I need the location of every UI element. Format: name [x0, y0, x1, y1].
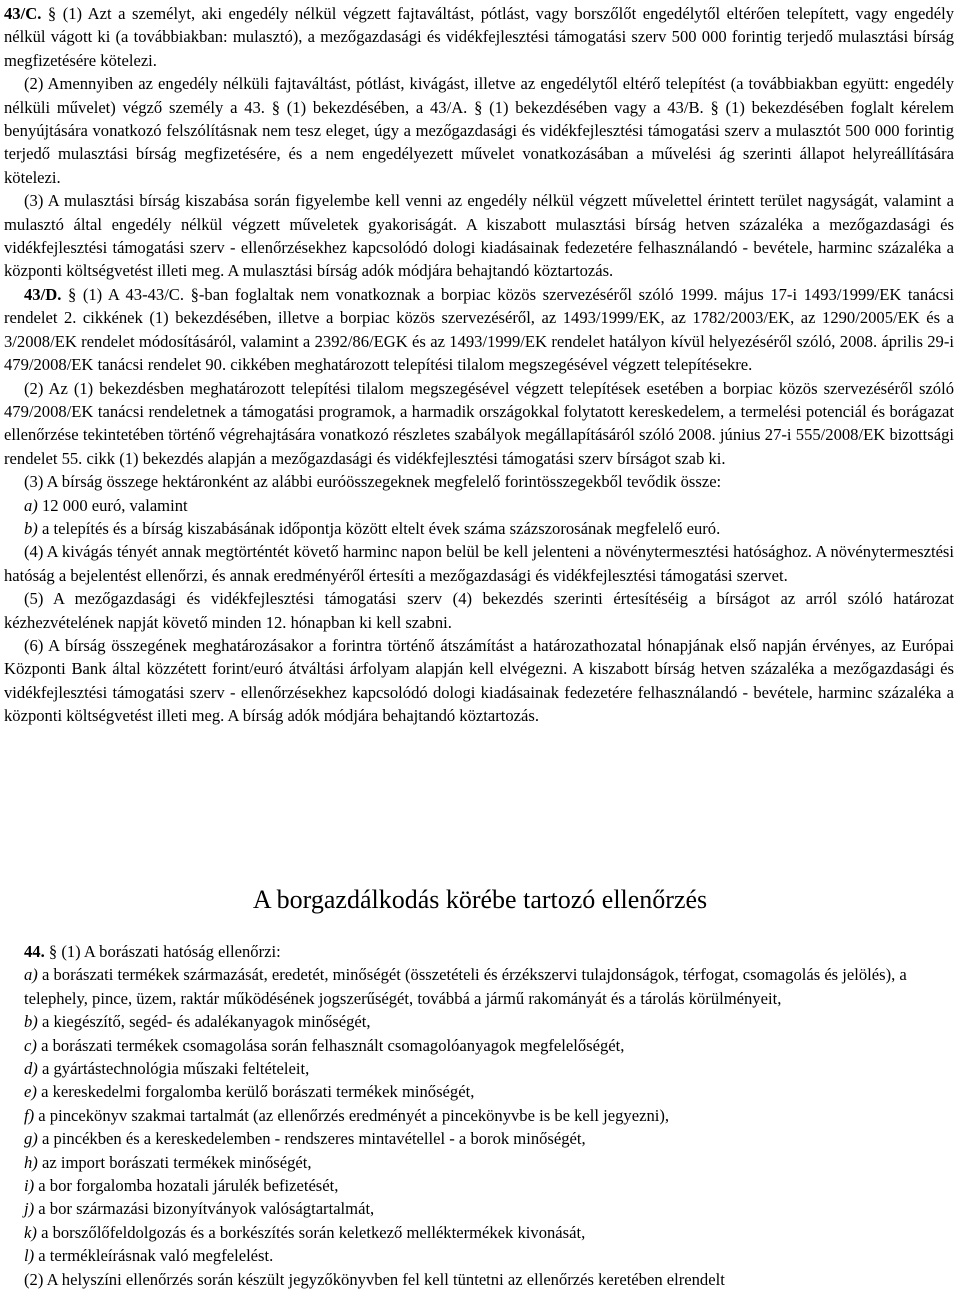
paragraph-44-2: (2) A helyszíni ellenőrzés során készült jegyzőkönyvben fel kell tüntetni az ellenőrzés keretében elrendelt [24, 1269, 725, 1289]
paragraph-43d-3: (3) A bírság összege hektáronként az alábbi euróösszegeknek megfelelő forintösszegekből tevődik össze: [24, 472, 722, 492]
list-item-43d-3a [4, 494, 954, 517]
list-item-label: c) [24, 1035, 37, 1055]
paragraph-44-1 [4, 940, 954, 963]
paragraph-43d-2: (2) Az (1) bekezdésben meghatározott telepítési tilalom megszegésével végzett telepítések esetében a borpiac közös szervezéséről szóló 479/2008/EK tanácsi rendeletnek a támogatási programok, a harmadik országokkal folytatott kereskedelem, a termelési potenciál és borágazat ellenőrzése tekintetében történő végrehajtására vonatkozó részletes szabályok megállapításáról szóló 2008. június 27-i 555/2008/EK bizottsági rendelet 55. cikk (1) bekezdés alapján a mezőgazdasági és vidékfejlesztési támogatási szerv bírságot szab ki. [4, 378, 954, 468]
paragraph-text: § (1) A borászati hatóság ellenőrzi: [48, 942, 281, 961]
list-item [4, 1104, 954, 1127]
section-number-43d: 43/D. [24, 284, 62, 304]
list-item [4, 1034, 954, 1057]
list-item-43d-3b [4, 517, 954, 540]
list-item-text: a telepítés és a bírság kiszabásának időpontja között eltelt évek száma százszorosának megfelelő euró. [41, 518, 721, 538]
paragraph-43d-4: (4) A kivágás tényét annak megtörténtét követő harminc napon belül be kell jelenteni a növénytermesztési hatósághoz. A növénytermesztési hatóság a bejelentést ellenőrzi, és annak eredményéről értesíti a mezőgazdasági és vidékfejlesztési támogatási szervet. [4, 542, 954, 585]
list-item-text: a pincekönyv szakmai tartalmát (az ellenőrzés eredményét a pincekönyvbe is be kell jegyezni), [38, 1105, 670, 1125]
list-item-text: az import borászati termékek minőségét, [41, 1152, 312, 1172]
list-item-text: a borszőlőfeldolgozás és a borkészítés során keletkező melléktermékek kivonását, [41, 1222, 586, 1242]
section-44 [4, 940, 954, 1291]
list-item-label: h) [24, 1152, 38, 1172]
paragraph-43c-1 [4, 2, 954, 72]
list-item-text: a borászati termékek csomagolása során felhasznált csomagolóanyagok megfelelőségét, [41, 1035, 625, 1055]
inspection-list [4, 963, 954, 1267]
section-number-43c: 43/C. [4, 4, 42, 23]
list-item-text: 12 000 euró, valamint [41, 495, 188, 515]
list-item-label: b) [24, 1012, 38, 1032]
paragraph-text: § (1) A 43-43/C. §-ban foglaltak nem vonatkoznak a borpiac közös szervezéséről szóló 1999. május 17-i 1493/1999/EK tanácsi rendelet 2. cikkének (1) bekezdésében, illetve a borpiac közös szervezéséről, az 1493/1999/EK, az 1782/2003/EK, az 1290/2005/EK és a 3/2008/EK rendelet módosításáról, valamint a 2392/86/EGK és az 1493/1999/EK rendelet hatályon kívül helyezéséről szóló, 2008. április 29-i 479/2008/EK tanácsi rendelet 90. cikkében meghatározott telepítési tilalom megszegésével végzett telepítésekre. [4, 284, 955, 375]
list-item [4, 963, 954, 1010]
paragraph-43c-2: (2) Amennyiben az engedély nélküli fajtaváltást, pótlást, kivágást, illetve az engedélytől eltérő telepítést (a továbbiakban együtt: engedély nélküli művelet) végző személy a 43. § (1) bekezdésében, a 43/A. § (1) bekezdésében vagy a 43/B. § (1) bekezdésében foglalt kérelem benyújtására vonatkozó felszólításnak nem tesz eleget, úgy a mezőgazdasági és vidékfejlesztési támogatási szerv a mulasztót 500 000 forintig terjedő mulasztási bírság megfizetésére, és a nem engedélyezett művelet vonatkozásában a művelési ág szerinti állapot helyreállítására kötelezi. [4, 74, 954, 187]
list-item [4, 1221, 954, 1244]
list-item [4, 1174, 954, 1197]
list-item-text: a kiegészítő, segéd- és adalékanyagok minőségét, [41, 1012, 371, 1032]
list-item-text: a pincékben és a kereskedelemben - rendszeres mintavétellel - a borok minőségét, [41, 1129, 586, 1149]
list-item-label: a) [24, 495, 38, 515]
list-item [4, 1080, 954, 1103]
list-item-label: g) [24, 1129, 38, 1149]
paragraph-43c-3: (3) A mulasztási bírság kiszabása során figyelembe kell venni az engedély nélkül végzett művelettel érintett terület nagyságát, valamint a mulasztó által engedély nélkül végzett műveletek gyakoriságát. A kiszabott mulasztási bírság hetven százaléka a mezőgazdasági és vidékfejlesztési támogatási szerv - ellenőrzésekhez kapcsolódó dologi kiadásainak fedezetére felhasználandó - bevétele, harminc százaléka a központi költségvetést illeti meg. A mulasztási bírság adók módjára behajtandó köztartozás. [4, 191, 954, 281]
list-item-label: b) [24, 518, 38, 538]
list-item-label: i) [24, 1176, 35, 1196]
list-item [4, 1127, 954, 1150]
list-item-text: a borászati termékek származását, eredetét, minőségét (összetételi és érzékszervi tulajdonságok, térfogat, csomagolás és jelölés), a telephely, pince, üzem, raktár működésének jogszerűségét, továbbá a jármű rakományát és a tárolás körülményeit, [24, 965, 907, 1008]
list-item-text: a bor származási bizonyítványok valóságtartalmát, [38, 1199, 375, 1219]
list-item-text: a bor forgalomba hozatali járulék befizetését, [38, 1176, 339, 1196]
paragraph-43d-5: (5) A mezőgazdasági és vidékfejlesztési támogatási szerv (4) bekezdés szerinti értesítéséig a bírságot az arról szóló határozat kézhezvételének napját követő minden 12. hónapban ki kell szabni. [4, 589, 954, 632]
list-item [4, 1151, 954, 1174]
list-item-text: a kereskedelmi forgalomba kerülő borászati termékek minőségét, [41, 1082, 475, 1102]
list-item-text: a termékleírásnak való megfelelést. [38, 1246, 274, 1266]
list-item-label: f) [24, 1105, 35, 1125]
list-item-label: e) [24, 1082, 37, 1102]
list-item-label: l) [24, 1246, 35, 1266]
paragraph-text: § (1) Azt a személyt, aki engedély nélkül végzett fajtaváltást, pótlást, vagy borszőlőt engedélytől eltérően telepített, vagy engedély nélkül vágott ki (a továbbiakban: mulasztó), a mezőgazdasági és vidékfejlesztési támogatási szerv 500 000 forintig terjedő mulasztási bírság megfizetésére kötelezi. [4, 4, 954, 70]
list-item [4, 1197, 954, 1220]
paragraph-43d-1 [4, 283, 954, 377]
section-43-c-d [4, 2, 954, 728]
list-item-text: a gyártástechnológia műszaki feltételeit, [41, 1059, 310, 1079]
list-item-label: d) [24, 1059, 38, 1079]
list-item [4, 1057, 954, 1080]
paragraph-43d-6: (6) A bírság összegének meghatározásakor a forintra történő átszámítást a határozathozatal hónapjának első napján érvényes, az Európai Központi Bank által közzétett forint/euró átváltási árfolyam alapján kell elvégezni. A kiszabott bírság hetven százaléka a mezőgazdasági és vidékfejlesztési támogatási szerv - ellenőrzésekhez kapcsolódó dologi kiadásainak fedezetére felhasználandó - bevétele, harminc százaléka a központi költségvetést illeti meg. A bírság adók módjára behajtandó köztartozás. [4, 635, 954, 726]
list-item-label: j) [24, 1199, 35, 1219]
list-item-label: k) [24, 1222, 37, 1242]
list-item-label: a) [24, 965, 38, 985]
list-item [4, 1010, 954, 1033]
section-number-44: 44. [24, 942, 45, 961]
list-item [4, 1244, 954, 1267]
section-heading: A borgazdálkodás körébe tartozó ellenőrzés [252, 885, 708, 914]
